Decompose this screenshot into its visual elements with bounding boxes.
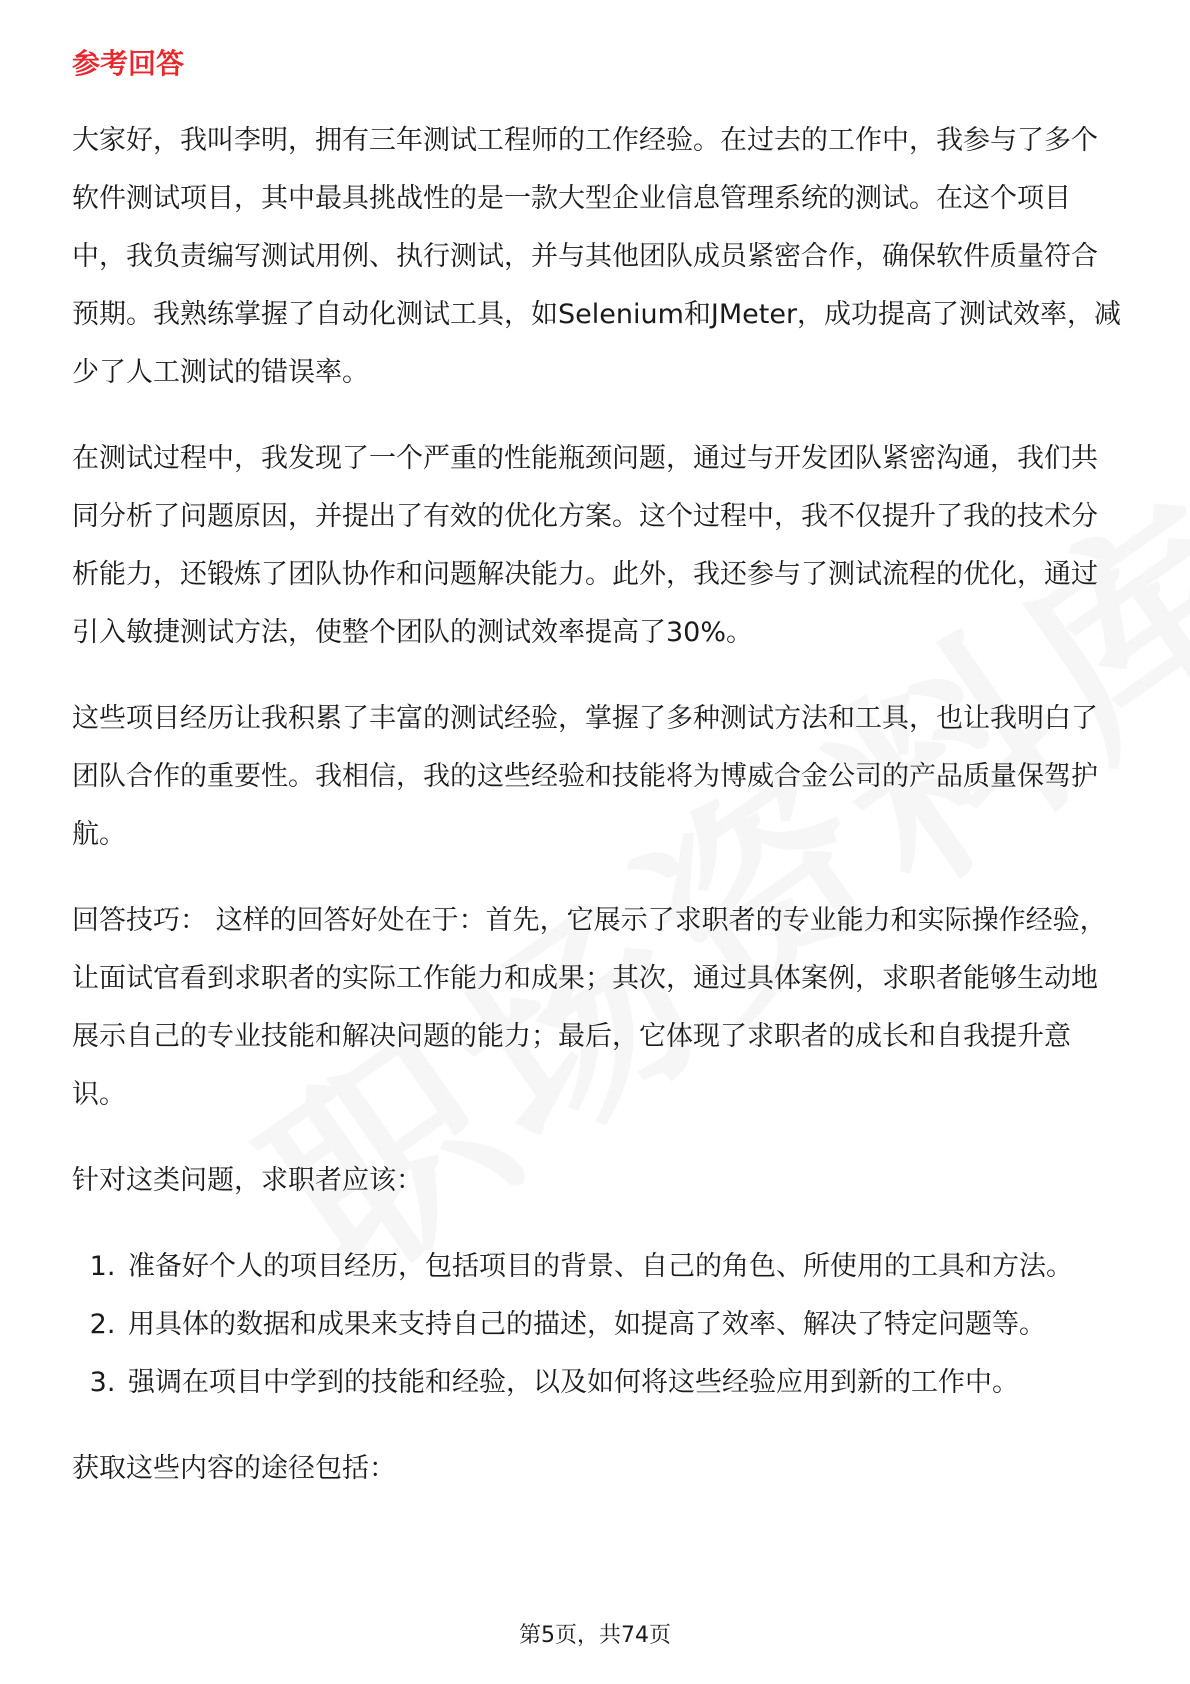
section-title: 参考回答	[72, 47, 185, 80]
answer-paragraph-2: 在测试过程中，我发现了一个严重的性能瓶颈问题，通过与开发团队紧密沟通，我们共同分析了问题原因，并提出了有效的优化方案。这个过程中，我不仅提升了我的技术分析能力，还锻炼了团队协作和问题解决能力。此外，我还参与了测试流程的优化，通过引入敏捷测试方法，使整个团队的测试效率提高了30%。	[72, 443, 1098, 648]
answer-paragraph-3: 这些项目经历让我积累了丰富的测试经验，掌握了多种测试方法和工具，也让我明白了团队合作的重要性。我相信，我的这些经验和技能将为博威合金公司的产品质量保驾护航。	[72, 703, 1098, 850]
advice-list	[72, 1238, 1122, 1412]
answer-paragraph-1: 大家好，我叫李明，拥有三年测试工程师的工作经验。在过去的工作中，我参与了多个软件测试项目，其中最具挑战性的是一款大型企业信息管理系统的测试。在这个项目中，我负责编写测试用例、执行测试，并与其他团队成员紧密合作，确保软件质量符合预期。我熟练掌握了自动化测试工具，如Selenium和JMeter，成功提高了测试效率，减少了人工测试的错误率。	[72, 125, 1122, 388]
closing-paragraph: 获取这些内容的途径包括：	[72, 1453, 396, 1484]
list-item: 3. 强调在项目中学到的技能和经验，以及如何将这些经验应用到新的工作中。	[124, 1354, 1122, 1412]
tips-paragraph: 回答技巧： 这样的回答好处在于：首先，它展示了求职者的专业能力和实际操作经验，让面试官看到求职者的实际工作能力和成果；其次，通过具体案例，求职者能够生动地展示自己的专业技能和解决问题的能力；最后，它体现了求职者的成长和自我提升意识。	[72, 905, 1107, 1110]
document-body	[72, 44, 1122, 1498]
advice-intro: 针对这类问题，求职者应该：	[72, 1165, 423, 1196]
page-number: 第5页，共74页	[519, 1623, 671, 1648]
list-item: 2. 用具体的数据和成果来支持自己的描述，如提高了效率、解决了特定问题等。	[124, 1296, 1122, 1354]
list-item: 1. 准备好个人的项目经历，包括项目的背景、自己的角色、所使用的工具和方法。	[124, 1238, 1122, 1296]
